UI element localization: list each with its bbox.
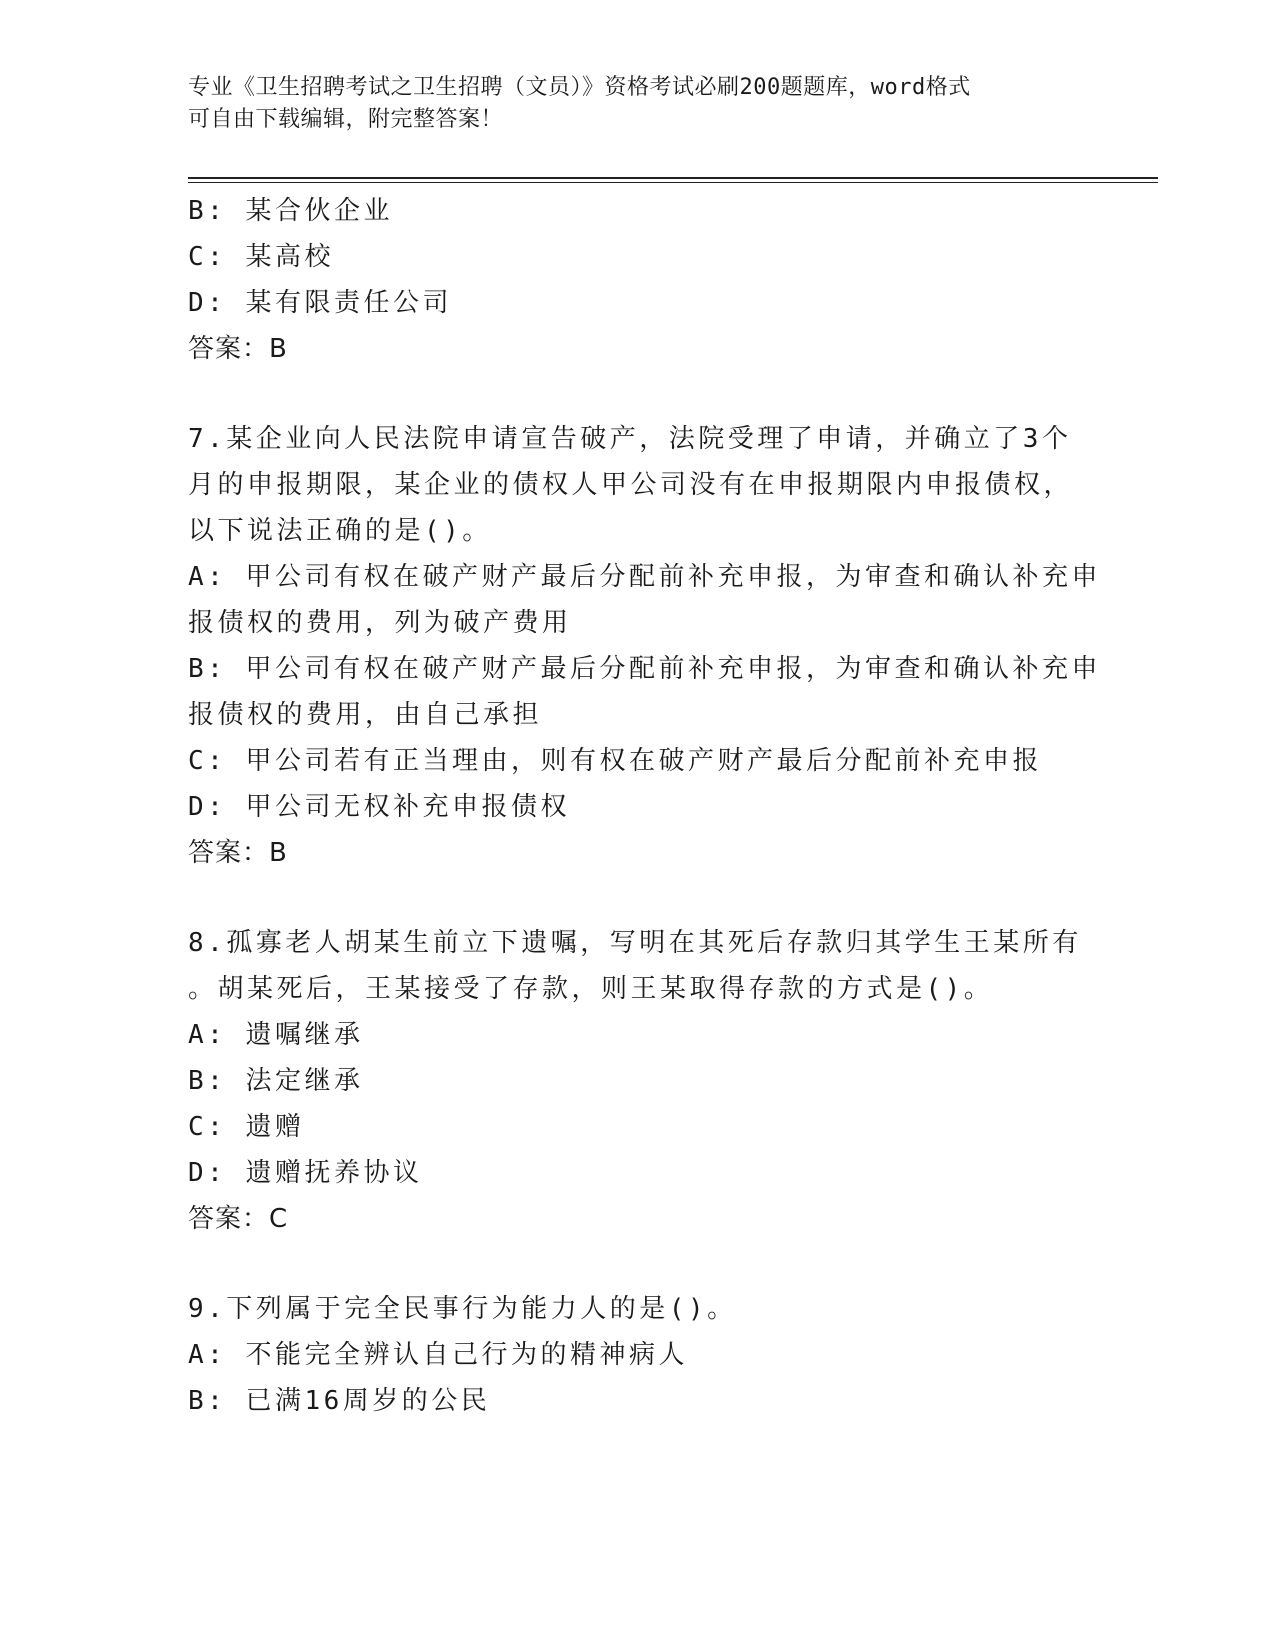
header-divider-thin (188, 182, 1158, 183)
page-header (188, 72, 1068, 136)
question-8 (188, 920, 1088, 1242)
option-b: B: 已满16周岁的公民 (188, 1386, 491, 1416)
option-text-line: A: 甲公司有权在破产财产最后分配前补充申报，为审查和确认补充申 (188, 562, 1101, 592)
header-title-line-1: 专业《卫生招聘考试之卫生招聘（文员）》资格考试必刷200题题库，word格式 (188, 75, 971, 100)
option-c: C: 遗赠 (188, 1112, 305, 1142)
answer-line: 答案：C (188, 1204, 289, 1234)
question-stem-line: 以下说法正确的是()。 (188, 516, 492, 546)
option-c: C: 甲公司若有正当理由，则有权在破产财产最后分配前补充申报 (188, 746, 1042, 776)
option-b: B: 法定继承 (188, 1066, 364, 1096)
option-a: A: 不能完全辨认自己行为的精神病人 (188, 1340, 688, 1370)
answer-line: 答案：B (188, 838, 288, 868)
question-stem-line: 9.下列属于完全民事行为能力人的是()。 (188, 1294, 737, 1324)
option-c: C: 某高校 (188, 242, 334, 272)
question-stem-line: 。胡某死后，王某接受了存款，则王某取得存款的方式是()。 (188, 974, 994, 1004)
previous-question-block (188, 188, 1088, 372)
question-9 (188, 1286, 1088, 1424)
question-stem-line: 7.某企业向人民法院申请宣告破产，法院受理了申请，并确立了3个 (188, 424, 1072, 454)
option-d: D: 某有限责任公司 (188, 288, 452, 318)
question-stem-line: 月的申报期限，某企业的债权人甲公司没有在申报期限内申报债权， (188, 470, 1074, 500)
header-divider-thick (188, 177, 1158, 179)
header-title-line-2: 可自由下载编辑，附完整答案！ (188, 107, 504, 132)
option-a: A: 遗嘱继承 (188, 1020, 364, 1050)
answer-line: 答案：B (188, 334, 288, 364)
question-7 (188, 416, 1101, 876)
option-b: B: 某合伙企业 (188, 196, 393, 226)
question-stem-line: 8.孤寡老人胡某生前立下遗嘱，写明在其死后存款归其学生王某所有 (188, 928, 1082, 958)
option-d: D: 遗赠抚养协议 (188, 1158, 423, 1188)
option-text-line: B: 甲公司有权在破产财产最后分配前补充申报，为审查和确认补充申 (188, 654, 1101, 684)
option-a (188, 554, 1101, 646)
option-text-line: 报债权的费用，由自己承担 (188, 700, 543, 730)
option-b (188, 646, 1101, 738)
option-text-line: 报债权的费用，列为破产费用 (188, 608, 572, 638)
question-content (188, 188, 1101, 1424)
option-d: D: 甲公司无权补充申报债权 (188, 792, 570, 822)
